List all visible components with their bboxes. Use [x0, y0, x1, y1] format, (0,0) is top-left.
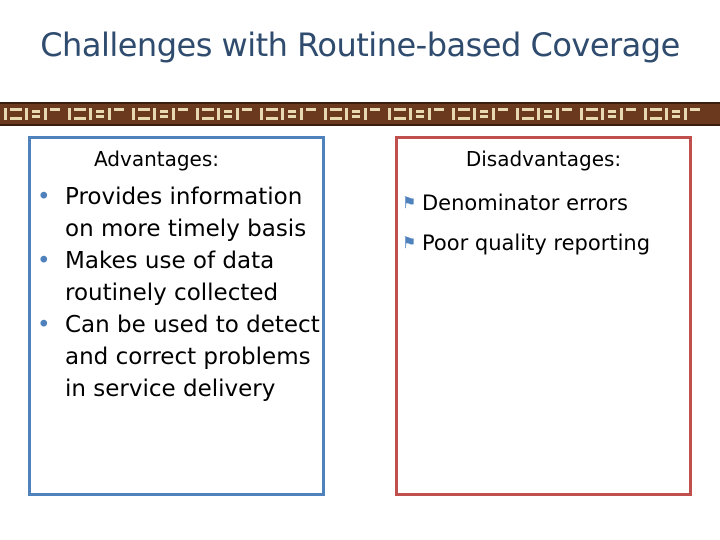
decorative-pattern-band	[0, 102, 720, 126]
list-item	[37, 309, 327, 405]
list-item	[400, 223, 690, 263]
flag-bullet-icon: ⚑	[402, 193, 417, 212]
advantages-list	[37, 181, 327, 405]
list-item-text: Poor quality reporting	[422, 231, 651, 255]
disadvantages-heading: Disadvantages:	[465, 147, 622, 171]
list-item-text: Can be used to detect and correct problems in service delivery	[65, 312, 320, 402]
slide-title: Challenges with Routine-based Coverage	[40, 26, 680, 64]
disadvantages-box	[395, 136, 692, 496]
disadvantages-list	[400, 183, 690, 263]
flag-bullet-icon: ⚑	[402, 233, 417, 252]
advantages-box	[28, 136, 325, 496]
round-bullet-icon: •	[37, 248, 51, 274]
list-item	[37, 245, 327, 309]
round-bullet-icon: •	[37, 312, 51, 338]
list-item-text: Makes use of data routinely collected	[65, 248, 279, 306]
list-item-text: Provides information on more timely basis	[65, 184, 307, 242]
round-bullet-icon: •	[37, 184, 51, 210]
advantages-heading: Advantages:	[93, 147, 220, 171]
list-item	[37, 181, 327, 245]
list-item-text: Denominator errors	[422, 191, 628, 215]
list-item	[400, 183, 690, 223]
